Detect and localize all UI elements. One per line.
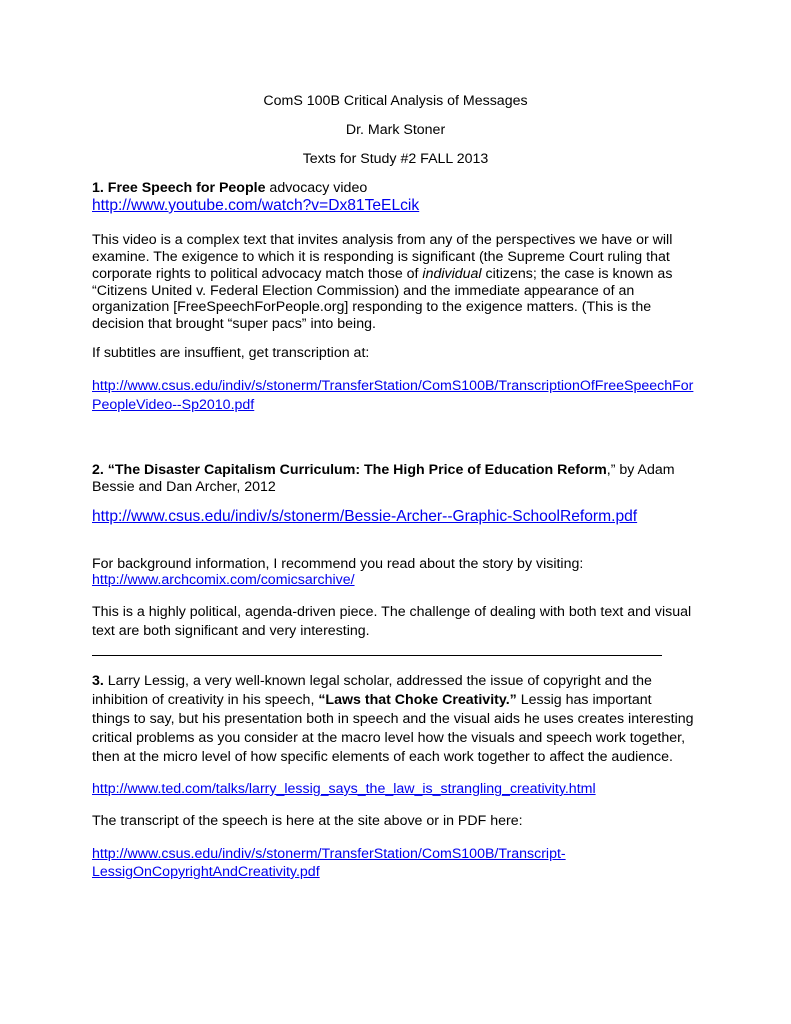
document-subtitle: Texts for Study #2 FALL 2013 (302, 151, 489, 167)
item3-line-part: Lessig has important (516, 692, 652, 708)
item3-speech-title: “Laws that Choke Creativity.” (318, 692, 517, 708)
item2-paragraph-line: text are both significant and very interesting. (92, 623, 370, 639)
item3-number: 3. (92, 673, 104, 689)
item1-line-part: corporate rights to political advocacy match those of (92, 266, 423, 282)
item1-line: organization [FreeSpeechForPeople.org] responding to the exigence matters. (This is the (92, 299, 652, 315)
item1-heading (92, 180, 367, 197)
item2-background-note: For background information, I recommend you read about the story by visiting: (92, 556, 584, 572)
item1-line (92, 266, 672, 283)
item3-line-part: inhibition of creativity in his speech, (92, 692, 319, 708)
item1-line: “Citizens United v. Federal Election Commission) and the immediate appearance of an (92, 283, 635, 299)
item2-heading (92, 462, 675, 479)
item1-subtitles-note: If subtitles are insuffient, get transcription at: (92, 345, 370, 361)
item1-video-link[interactable]: http://www.youtube.com/watch?v=Dx81TeELcik (92, 197, 420, 214)
item1-line: examine. The exigence to which it is responding is significant (the Supreme Court ruling that (92, 249, 670, 265)
item2-byline: Bessie and Dan Archer, 2012 (92, 479, 276, 495)
item3-line (92, 673, 652, 690)
item3-line (92, 692, 652, 709)
item1-emphasis: individual (422, 266, 482, 282)
item2-pdf-link[interactable]: http://www.csus.edu/indiv/s/stonerm/Bessie-Archer--Graphic-SchoolReform.pdf (92, 508, 638, 525)
item1-line: decision that brought “super pacs” into being. (92, 316, 376, 332)
item2-archive-link[interactable]: http://www.archcomix.com/comicsarchive/ (92, 572, 355, 588)
item1-title-rest: advocacy video (265, 180, 368, 196)
item3-line: things to say, but his presentation both in speech and the visual aids he uses creates interesting (92, 711, 694, 727)
item1-line: This video is a complex text that invites analysis from any of the perspectives we have or will (92, 232, 673, 248)
item1-transcript-link[interactable]: PeopleVideo--Sp2010.pdf (92, 397, 255, 413)
item2-title: “The Disaster Capitalism Curriculum: The High Price of Education Reform (107, 462, 607, 478)
item2-paragraph-line: This is a highly political, agenda-driven piece. The challenge of dealing with both text and visual (92, 604, 692, 620)
item3-line: then at the micro level of how specific elements of each work together to affect the audience. (92, 749, 673, 765)
instructor-name: Dr. Mark Stoner (345, 122, 446, 138)
item3-ted-link[interactable]: http://www.ted.com/talks/larry_lessig_says_the_law_is_strangling_creativity.html (92, 781, 596, 797)
item2-number: 2. (92, 462, 108, 478)
item1-number: 1. (92, 180, 108, 196)
item3-transcript-note: The transcript of the speech is here at the site above or in PDF here: (92, 813, 523, 829)
course-title: ComS 100B Critical Analysis of Messages (263, 93, 528, 109)
item1-title: Free Speech for People (107, 180, 266, 196)
item3-line: critical problems as you consider at the macro level how the visuals and speech work together, (92, 730, 686, 746)
item3-transcript-link[interactable]: http://www.csus.edu/indiv/s/stonerm/TransferStation/ComS100B/Transcript- (92, 846, 566, 862)
item2-title-rest: ,” by Adam (606, 462, 675, 478)
item3-line-part: Larry Lessig, a very well-known legal scholar, addressed the issue of copyright and the (103, 673, 652, 689)
section-divider (92, 655, 662, 656)
item3-transcript-link[interactable]: LessigOnCopyrightAndCreativity.pdf (92, 864, 320, 880)
item1-transcript-link[interactable]: http://www.csus.edu/indiv/s/stonerm/TransferStation/ComS100B/TranscriptionOfFreeSpeechFor (92, 378, 694, 394)
item1-line-part: citizens; the case is known as (481, 266, 673, 282)
